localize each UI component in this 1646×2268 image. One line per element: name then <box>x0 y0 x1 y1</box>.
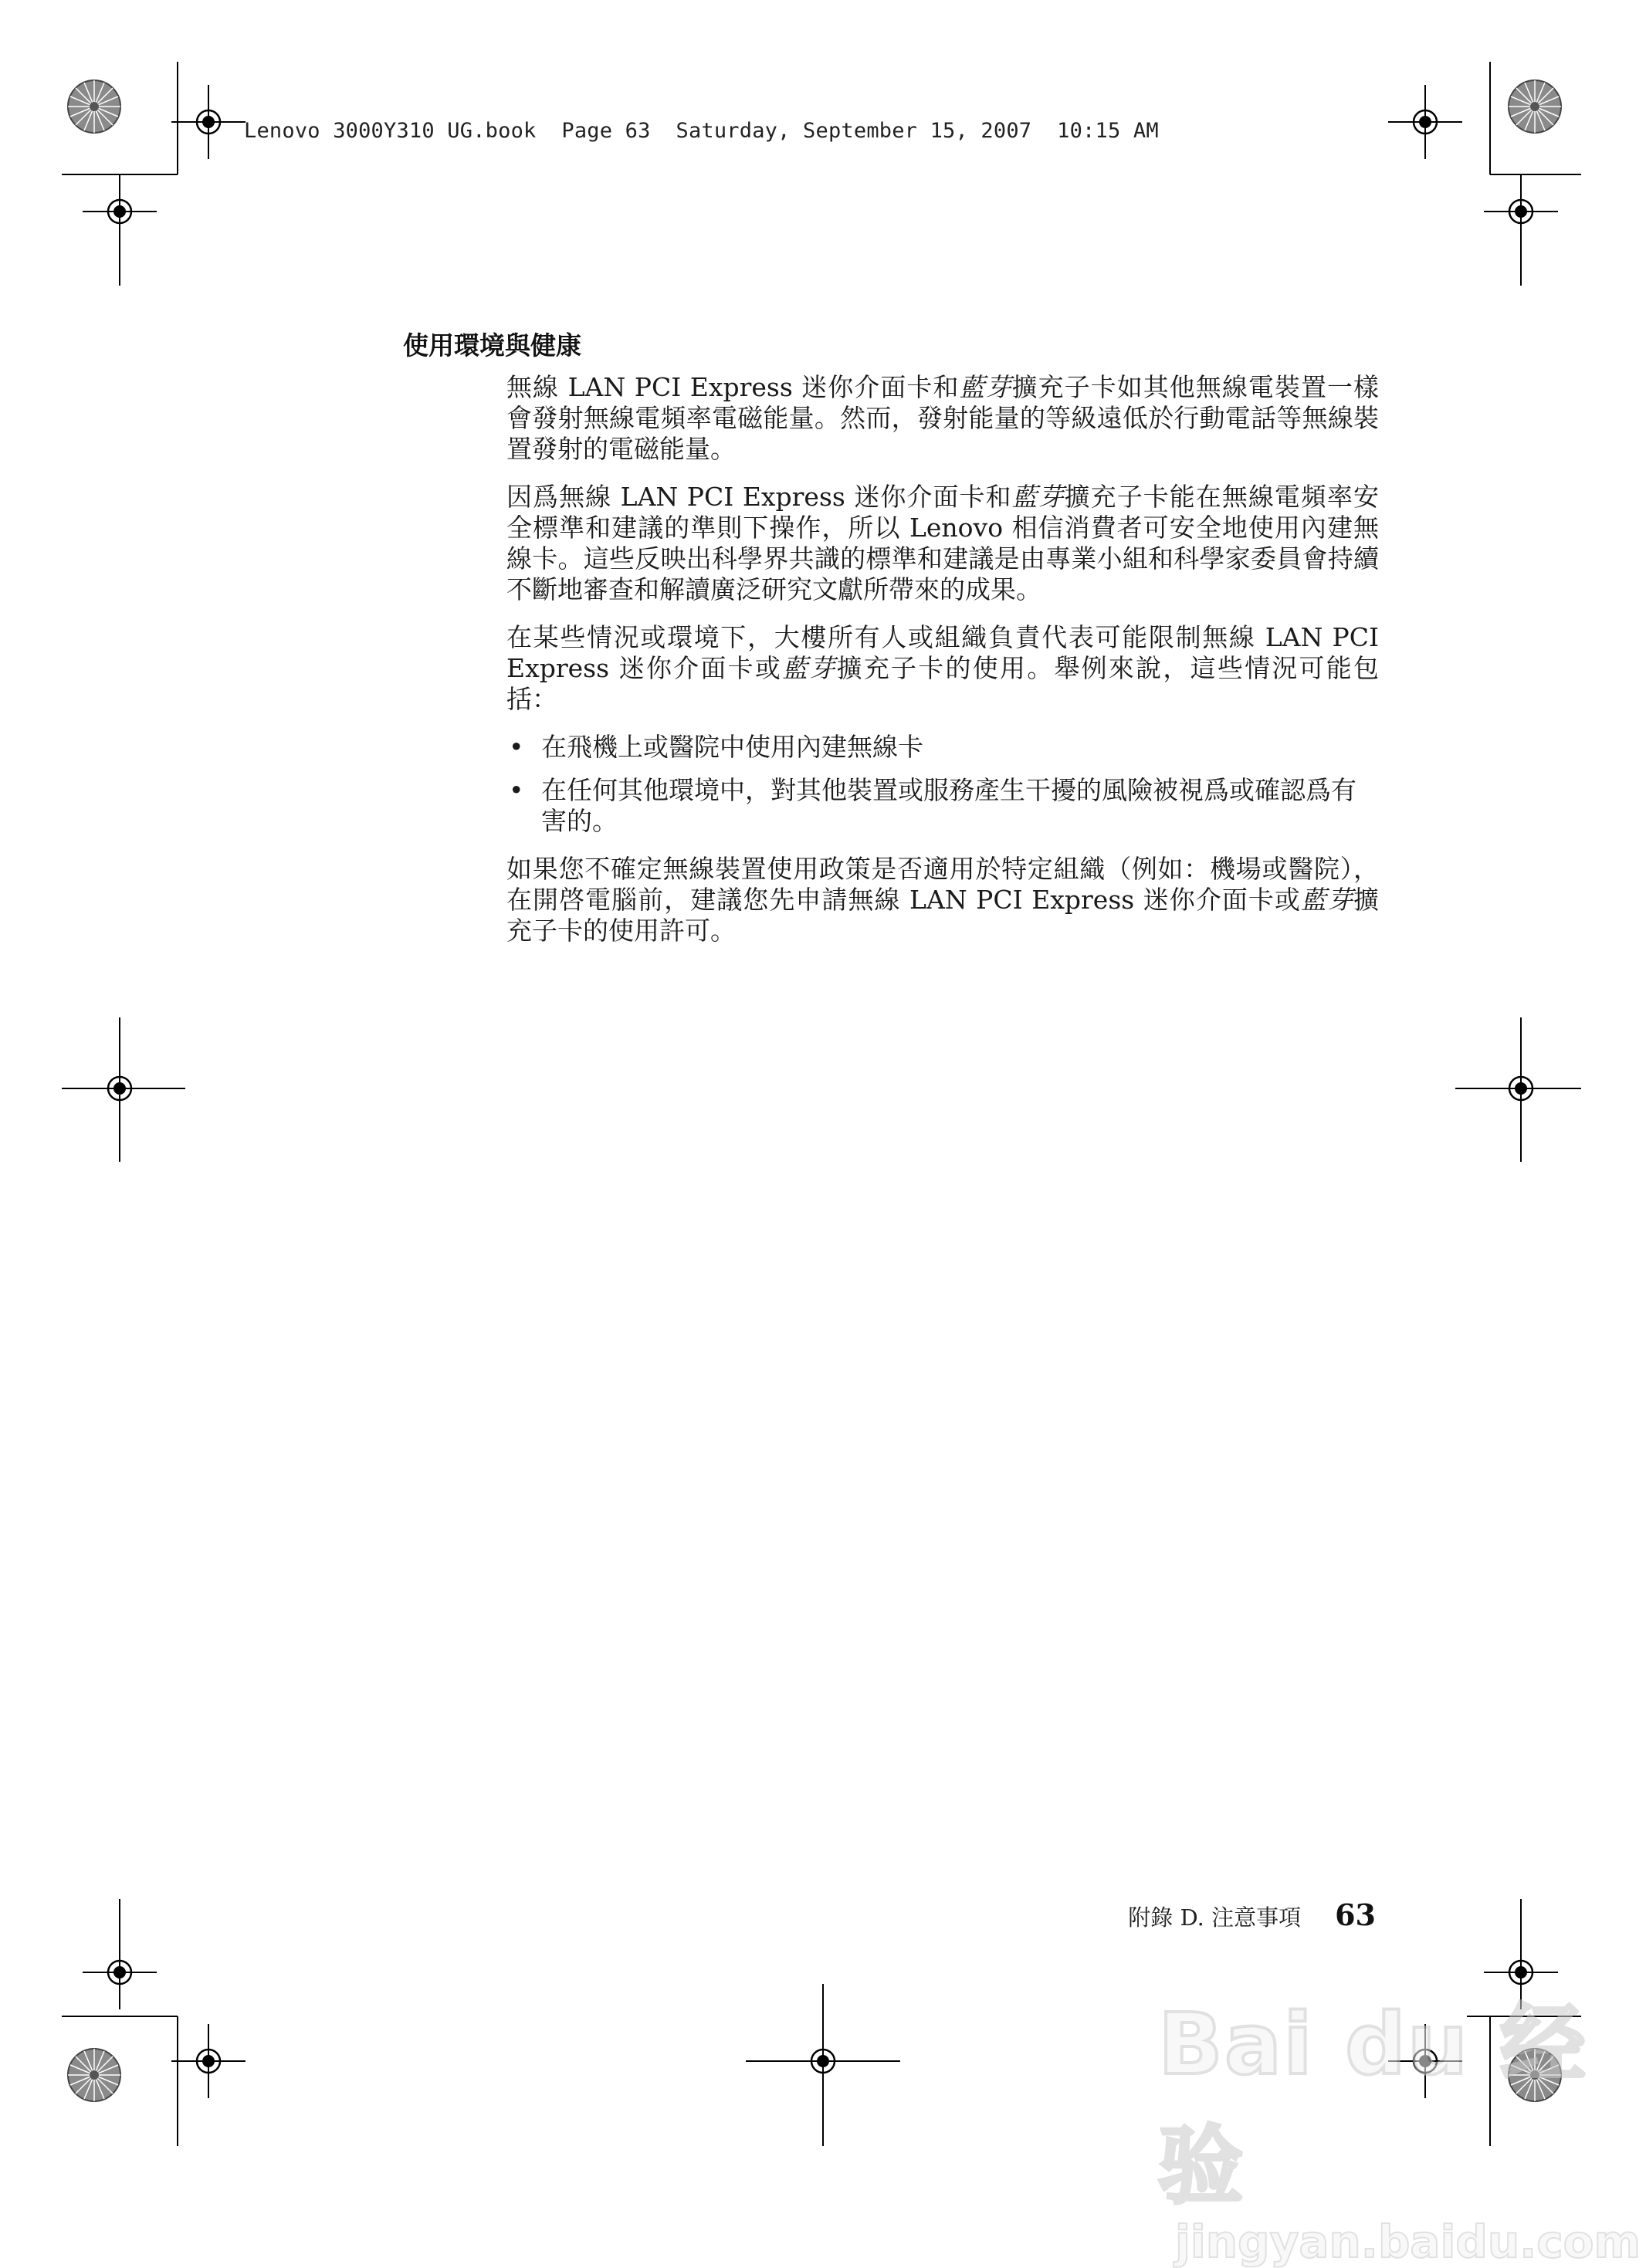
list-item: • 在任何其他環境中，對其他裝置或服務產生干擾的風險被視爲或確認爲有害的。 <box>509 775 1356 836</box>
list-item: • 在飛機上或醫院中使用內建無線卡 <box>509 732 923 762</box>
footer-section-label: 附錄 D. 注意事項 <box>1128 1904 1302 1931</box>
page-footer <box>1128 1897 1376 1932</box>
watermark-logo: Bai du 经验 <box>1158 1995 1587 2216</box>
bullet-icon: • <box>509 732 524 762</box>
registration-target-icon <box>171 85 246 159</box>
star-target-icon <box>68 2049 120 2101</box>
print-slug-header: Lenovo 3000Y310 UG.book Page 63 Saturday, September 15, 2007 10:15 AM <box>244 119 1159 143</box>
star-target-icon <box>1509 80 1561 133</box>
restriction-list <box>506 732 1379 837</box>
paragraph-safety-standards: 因爲無線 LAN PCI Express 迷你介面卡和藍芽擴充子卡能在無線電頻率安全標準和建議的準則下操作，所以 Lenovo 相信消費者可安全地使用內建無線卡。這些反映出科學界共識的標準和建議是由專業小組和科學家委員會持續不斷地審查和解讀廣泛研究文獻所帶來的成果。 <box>506 482 1380 604</box>
baidu-watermark <box>1158 1976 1646 2268</box>
paragraph-request-permission: 如果您不確定無線裝置使用政策是否適用於特定組織（例如：機場或醫院），在開啓電腦前，建議您先申請無線 LAN PCI Express 迷你介面卡或藍芽擴充子卡的使用許可。 <box>506 854 1379 946</box>
registration-target-icon <box>1388 85 1462 159</box>
watermark-url: jingyan.baidu.com <box>1175 2216 1641 2268</box>
page-number: 63 <box>1335 1897 1376 1932</box>
paragraph-restrictions: 在某些情況或環境下，大樓所有人或組織負責代表可能限制無線 LAN PCI Express 迷你介面卡或藍芽擴充子卡的使用。舉例來說，這些情況可能包括： <box>506 622 1380 714</box>
paragraph-rf-emission: 無線 LAN PCI Express 迷你介面卡和藍芽擴充子卡如其他無線電裝置一樣會發射無線電頻率電磁能量。然而，發射能量的等級遠低於行動電話等無線裝置發射的電磁能量。 <box>506 372 1380 464</box>
body-text <box>506 372 1379 963</box>
star-target-icon <box>68 80 120 133</box>
section-title: 使用環境與健康 <box>403 330 581 361</box>
registration-target-icon <box>171 2024 246 2098</box>
bullet-icon: • <box>509 775 524 805</box>
